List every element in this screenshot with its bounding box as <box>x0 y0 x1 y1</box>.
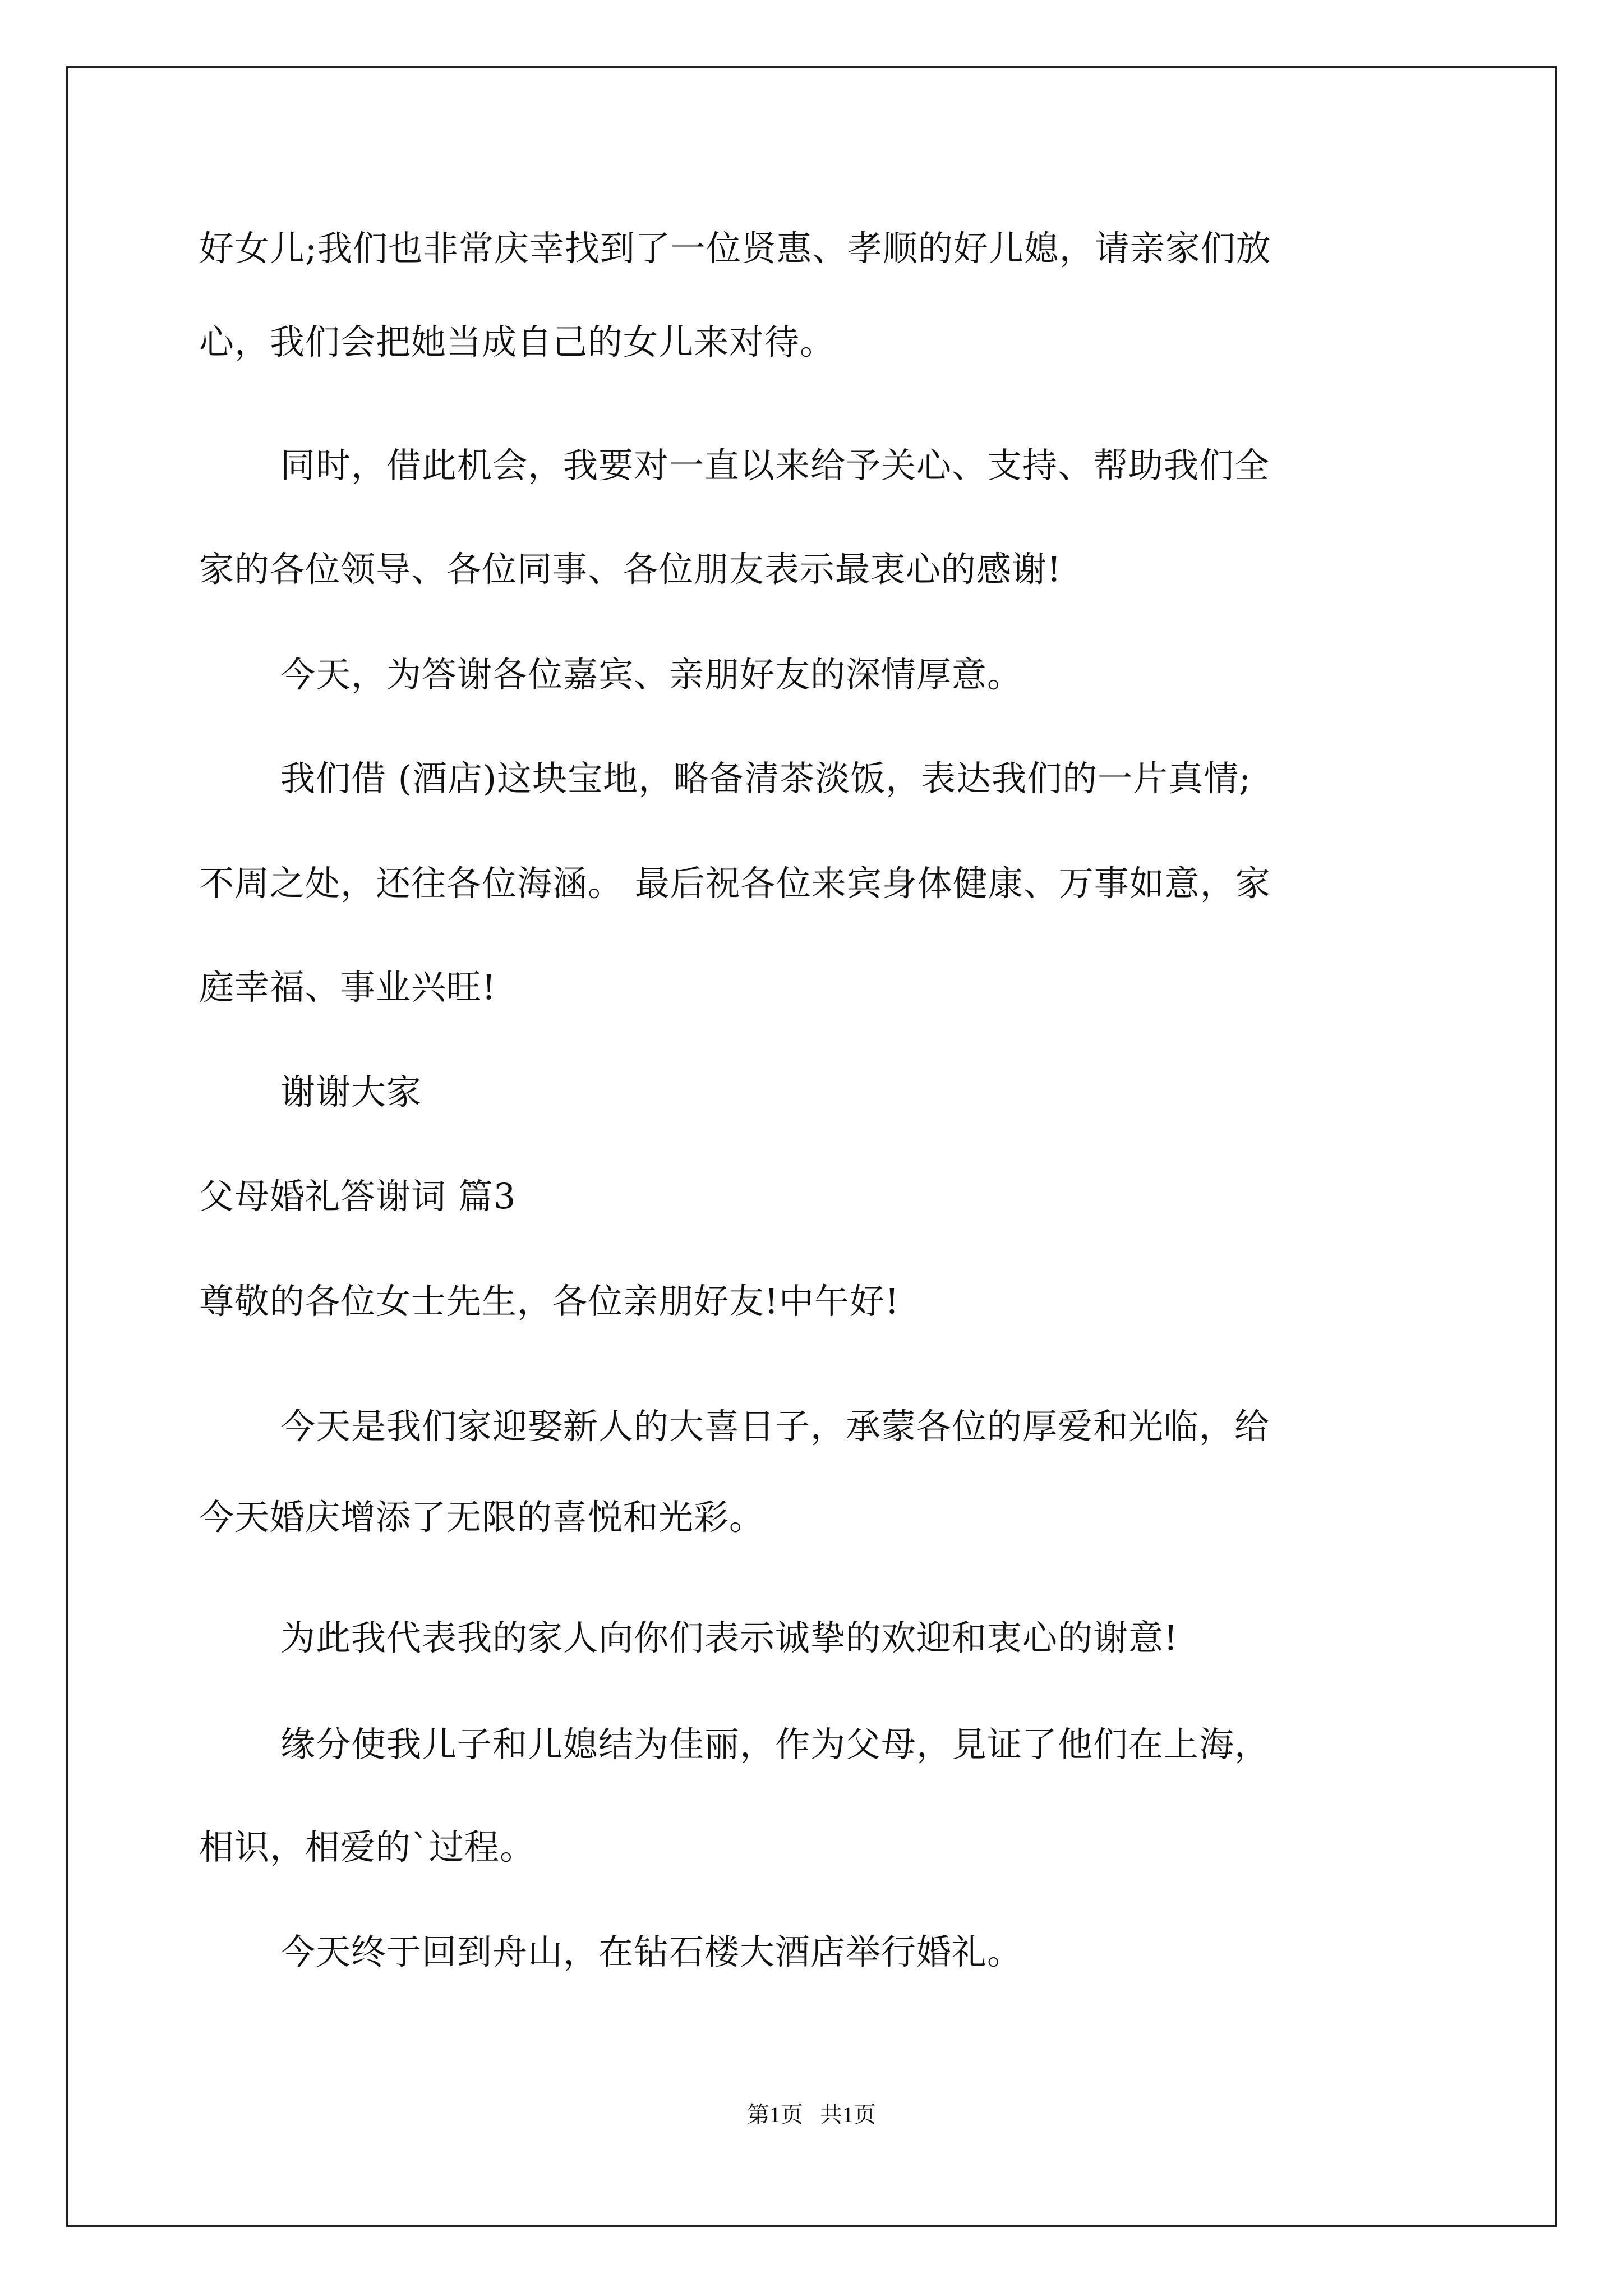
text-line: 同时，借此机会，我要对一直以来给予关心、支持、帮助我们全 <box>280 445 1270 486</box>
text-line: 谢谢大家 <box>280 1071 422 1112</box>
text-line: 不周之处，还往各位海涵。 最后祝各位来宾身体健康、万事如意，家 <box>199 863 1271 904</box>
section-heading: 父母婚礼答谢词 篇3 <box>199 1176 517 1217</box>
text-line: 我们借 (酒店)这块宝地，略备清茶淡饭，表达我们的一片真情; <box>280 758 1251 799</box>
text-line: 好女儿;我们也非常庆幸找到了一位贤惠、孝顺的好儿媳，请亲家们放 <box>199 228 1271 269</box>
text-line: 庭幸福、事业兴旺! <box>199 967 496 1007</box>
text-line: 家的各位领导、各位同事、各位朋友表示最衷心的感谢! <box>199 549 1062 590</box>
page-number-footer: 第1页 共1页 <box>747 2102 876 2127</box>
text-line: 心，我们会把她当成自己的女儿来对待。 <box>199 321 836 362</box>
text-line: 为此我代表我的家人向你们表示诚挚的欢迎和衷心的谢意! <box>280 1617 1178 1658</box>
text-line: 今天婚庆增添了无限的喜悦和光彩。 <box>199 1497 765 1538</box>
text-line: 缘分使我儿子和儿媳结为佳丽，作为父母，見证了他们在上海， <box>280 1724 1270 1765</box>
text-line: 相识，相爱的`过程。 <box>199 1826 536 1867</box>
text-line: 今天，为答谢各位嘉宾、亲朋好友的深情厚意。 <box>280 654 1023 695</box>
text-line: 今天终于回到舟山，在钻石楼大酒店举行婚礼。 <box>280 1931 1023 1972</box>
text-line: 尊敬的各位女士先生，各位亲朋好友!中午好! <box>199 1281 900 1322</box>
text-line: 今天是我们家迎娶新人的大喜日子，承蒙各位的厚爱和光临，给 <box>280 1406 1270 1447</box>
page-border <box>66 66 1557 2227</box>
